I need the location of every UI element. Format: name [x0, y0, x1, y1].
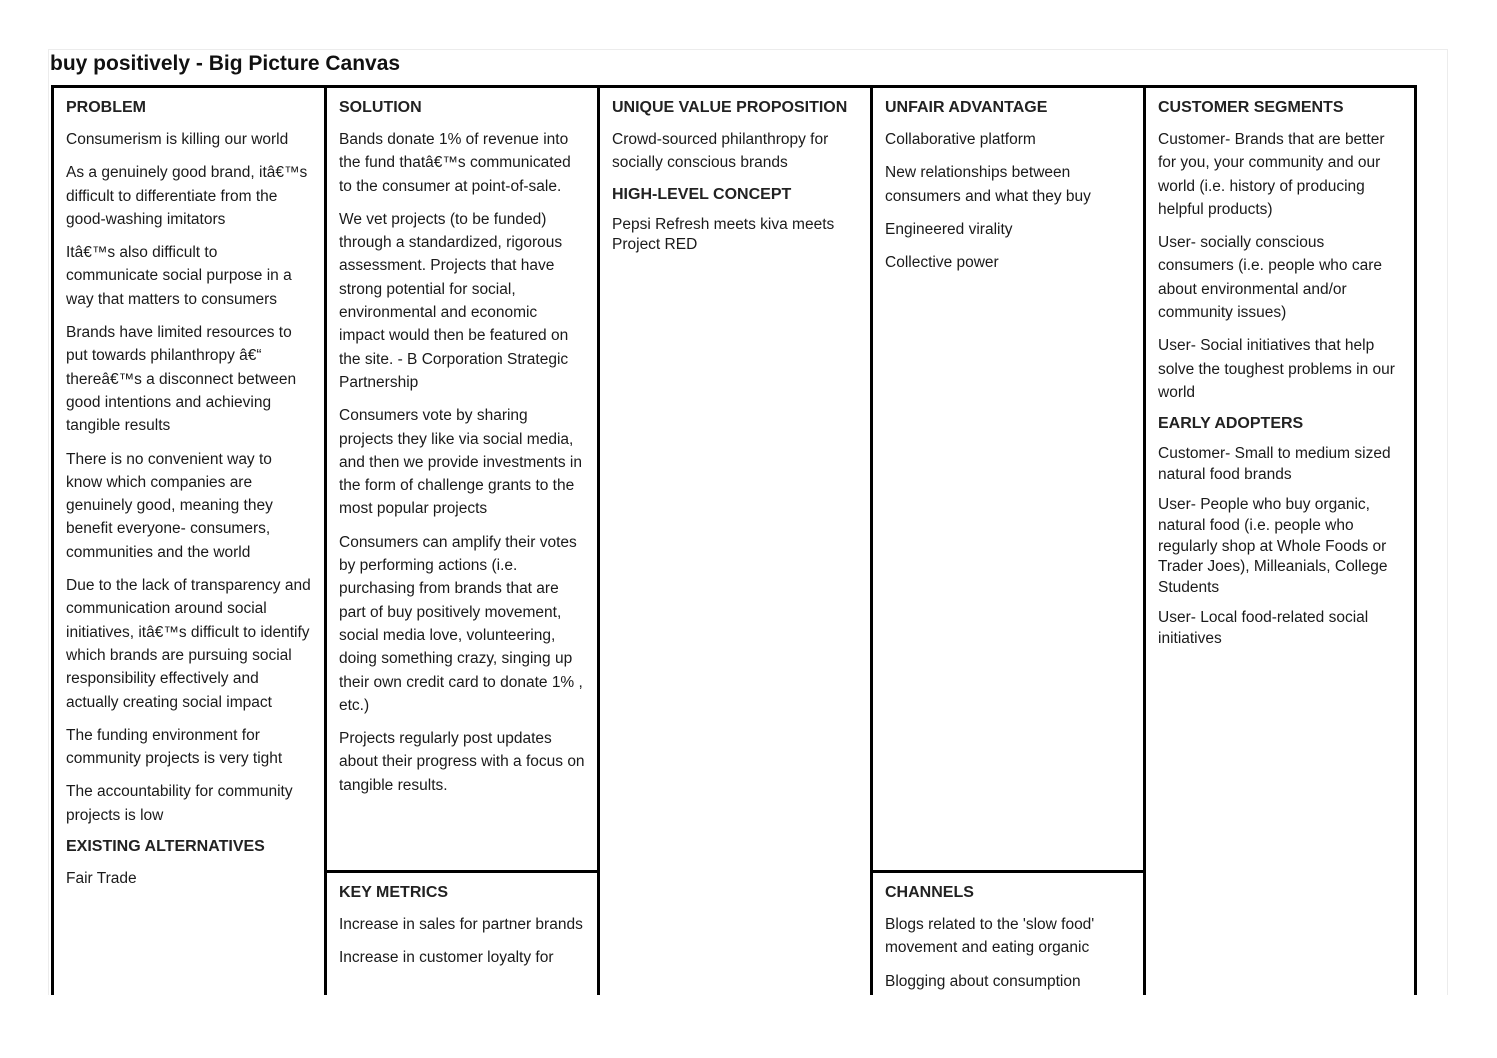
channels-item: Blogs related to the 'slow food' movement and eating organic: [885, 916, 1095, 957]
key-metrics-item: Increase in sales for partner brands: [339, 916, 583, 933]
unfair-advantage-item: Collaborative platform: [885, 131, 1036, 148]
customer-segments-item: User- Social initiatives that help solve the toughest problems in our world: [1158, 337, 1395, 401]
solution-item: Projects regularly post updates about their progress with a focus on tangible results.: [339, 730, 585, 794]
problem-item: As a genuinely good brand, itâ€™s difficult to differentiate from the good-washing imitators: [66, 164, 308, 228]
early-adopters-item: User- People who buy organic, natural food (i.e. people who regularly shop at Whole Foods or Trader Joes), Milleanials, College Students: [1158, 496, 1388, 596]
problem-item: The accountability for community projects is low: [66, 783, 293, 824]
problem-item: Brands have limited resources to put towards philanthropy â€“ thereâ€™s a disconnect between good intentions and achieving tangible results: [66, 324, 297, 435]
uvp-heading: UNIQUE VALUE PROPOSITION: [612, 99, 848, 116]
early-adopters-heading: EARLY ADOPTERS: [1158, 415, 1304, 433]
high-level-concept-item: Pepsi Refresh meets kiva meets Project RED: [612, 215, 835, 254]
key-metrics-heading: KEY METRICS: [339, 884, 449, 901]
uvp-item: Crowd-sourced philanthropy for socially conscious brands: [612, 131, 829, 172]
channels-cell: [870, 870, 1143, 998]
page-bottom-margin: [0, 995, 1497, 1058]
high-level-concept-heading: HIGH-LEVEL CONCEPT: [612, 185, 792, 203]
problem-item: There is no convenient way to know which companies are genuinely good, meaning they benefit everyone- consumers, communities and the world: [66, 450, 273, 561]
lean-canvas: [51, 85, 1417, 998]
key-metrics-item: Increase in customer loyalty for: [339, 949, 554, 967]
solution-item: We vet projects (to be funded) through a standardized, rigorous assessment. Projects that have strong potential for social, environmental and economic impact would then be featured on the site. - B Corporation Strategic Partnership: [339, 210, 569, 391]
customer-segments-heading: CUSTOMER SEGMENTS: [1158, 99, 1344, 116]
early-adopters-item: User- Local food-related social initiatives: [1158, 609, 1369, 648]
problem-cell: [51, 85, 324, 998]
existing-alternative-item: Fair Trade: [66, 870, 137, 888]
channels-item: Blogging about consumption: [885, 972, 1081, 990]
customer-segments-item: Customer- Brands that are better for you, your community and our world (i.e. history of producing helpful products): [1158, 131, 1385, 218]
unfair-advantage-heading: UNFAIR ADVANTAGE: [885, 99, 1048, 116]
unique-value-proposition-cell: [597, 85, 870, 998]
customer-segments-item: User- socially conscious consumers (i.e. people who care about environmental and/or community issues): [1158, 234, 1383, 322]
unfair-advantage-item: Collective power: [885, 254, 999, 272]
solution-heading: SOLUTION: [339, 99, 422, 116]
solution-item: Consumers can amplify their votes by performing actions (i.e. purchasing from brands that are part of buy positively movement, social media love, volunteering, doing something crazy, singing up their own credit card to donate 1% , etc.): [339, 533, 583, 714]
unfair-advantage-item: New relationships between consumers and what they buy: [885, 164, 1091, 205]
problem-item: The funding environment for community projects is very tight: [66, 726, 283, 768]
key-metrics-cell: [324, 870, 597, 998]
channels-heading: CHANNELS: [885, 884, 974, 901]
early-adopters-item: Customer- Small to medium sized natural food brands: [1158, 445, 1391, 483]
page-title: buy positively - Big Picture Canvas: [50, 52, 401, 75]
solution-item: Consumers vote by sharing projects they like via social media, and then we provide investments in the form of challenge grants to the most popular projects: [339, 407, 582, 518]
problem-heading: PROBLEM: [66, 99, 146, 116]
unfair-advantage-item: Engineered virality: [885, 220, 1013, 238]
problem-item: Consumerism is killing our world: [66, 131, 289, 148]
problem-item: Due to the lack of transparency and communication around social initiatives, itâ€™s difficult to identify which brands are pursuing social responsibility effectively and actually creating social impact: [66, 577, 311, 711]
unfair-advantage-cell: [870, 85, 1143, 873]
solution-item: Bands donate 1% of revenue into the fund thatâ€™s communicated to the consumer at point-of-sale.: [339, 131, 571, 195]
customer-segments-cell: [1143, 85, 1417, 998]
solution-cell: [324, 85, 597, 873]
existing-alternatives-heading: EXISTING ALTERNATIVES: [66, 838, 265, 856]
problem-item: Itâ€™s also difficult to communicate social purpose in a way that matters to consumers: [66, 244, 292, 308]
